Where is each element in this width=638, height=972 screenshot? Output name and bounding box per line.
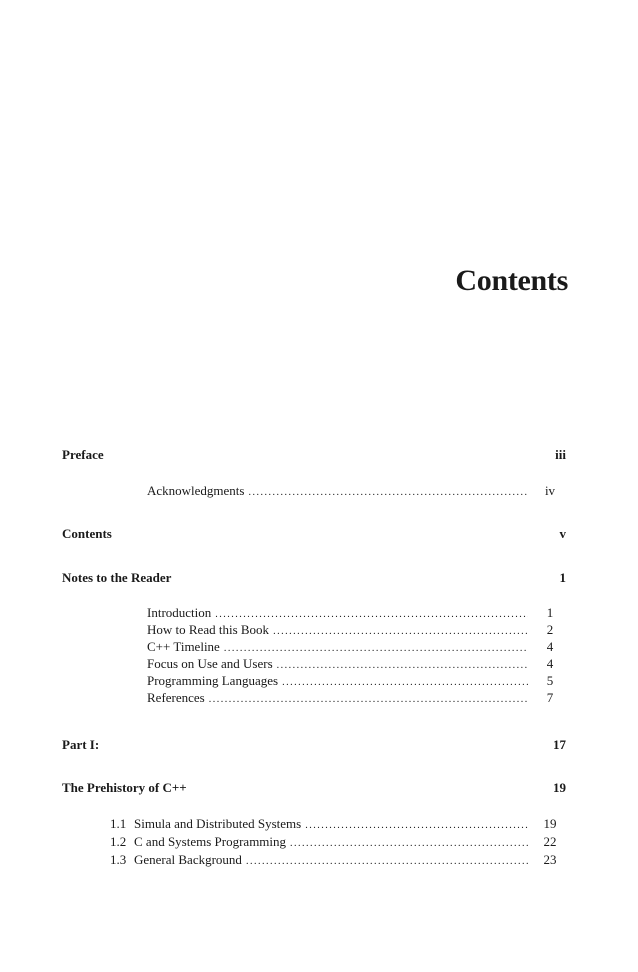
toc-entry-page: iv — [544, 483, 556, 498]
toc-entry-label: C++ Timeline — [147, 639, 220, 654]
toc-entry[interactable] — [110, 852, 566, 870]
leader-dots — [246, 854, 528, 870]
toc-entry-page: 4 — [546, 656, 554, 671]
toc-heading-page: 1 — [559, 570, 566, 585]
leader-dots — [209, 692, 528, 708]
toc-entry[interactable] — [147, 622, 566, 640]
leader-dots — [215, 607, 528, 623]
leader-dots — [273, 624, 528, 640]
toc-heading-preface[interactable] — [62, 447, 566, 463]
toc-entry-acknowledgments[interactable] — [147, 483, 566, 501]
toc-entry-label: General Background — [134, 852, 242, 867]
toc-entry-number: 1.1 — [110, 816, 127, 831]
toc-heading-label: The Prehistory of C++ — [62, 780, 187, 795]
toc-heading-page: v — [559, 526, 566, 541]
toc-entry-label: Introduction — [147, 605, 212, 620]
toc-entry-number: 1.3 — [110, 852, 127, 867]
toc-heading-page: 17 — [553, 737, 566, 752]
toc-entry-page: 22 — [543, 834, 557, 849]
toc-entry-number: 1.2 — [110, 834, 127, 849]
toc-heading-notes[interactable] — [62, 570, 566, 586]
toc-entry[interactable] — [110, 816, 566, 834]
toc-entry-page: 2 — [546, 622, 554, 637]
leader-dots — [290, 836, 528, 852]
page-title: Contents — [455, 264, 568, 297]
toc-heading-label: Part I: — [62, 737, 100, 752]
toc-entry-page: 1 — [546, 605, 554, 620]
leader-dots — [305, 818, 528, 834]
toc-entry-page: 5 — [546, 673, 554, 688]
toc-entry[interactable] — [147, 690, 566, 708]
toc-entry-page: 4 — [546, 639, 554, 654]
toc-entry-page: 19 — [543, 816, 557, 831]
toc-entry-label: Simula and Distributed Systems — [134, 816, 302, 831]
toc-entry[interactable] — [147, 639, 566, 657]
toc-entry-label: Programming Languages — [147, 673, 279, 688]
toc-heading-label: Notes to the Reader — [62, 570, 172, 585]
toc-entry-label: Focus on Use and Users — [147, 656, 273, 671]
toc-entry-label: References — [147, 690, 205, 705]
toc-heading-label: Contents — [62, 526, 112, 541]
toc-heading-page: iii — [555, 447, 566, 462]
toc-entry[interactable] — [147, 673, 566, 691]
toc-entry-page: 7 — [546, 690, 554, 705]
toc-heading-contents[interactable] — [62, 526, 566, 542]
leader-dots — [224, 641, 528, 657]
toc-heading-label: Preface — [62, 447, 104, 462]
toc-heading-prehistory[interactable] — [62, 780, 566, 796]
toc-heading-page: 19 — [553, 780, 566, 795]
leader-dots — [282, 675, 528, 691]
toc-heading-part-1[interactable] — [62, 737, 566, 753]
toc-entry[interactable] — [110, 834, 566, 852]
table-of-contents — [62, 0, 566, 972]
toc-entry-label: Acknowledgments — [147, 483, 245, 498]
toc-entry[interactable] — [147, 656, 566, 674]
leader-dots — [277, 658, 528, 674]
toc-entry-label: How to Read this Book — [147, 622, 270, 637]
toc-entry-label: C and Systems Programming — [134, 834, 287, 849]
toc-entry-page: 23 — [543, 852, 557, 867]
leader-dots — [248, 485, 528, 501]
toc-entry[interactable] — [147, 605, 566, 623]
